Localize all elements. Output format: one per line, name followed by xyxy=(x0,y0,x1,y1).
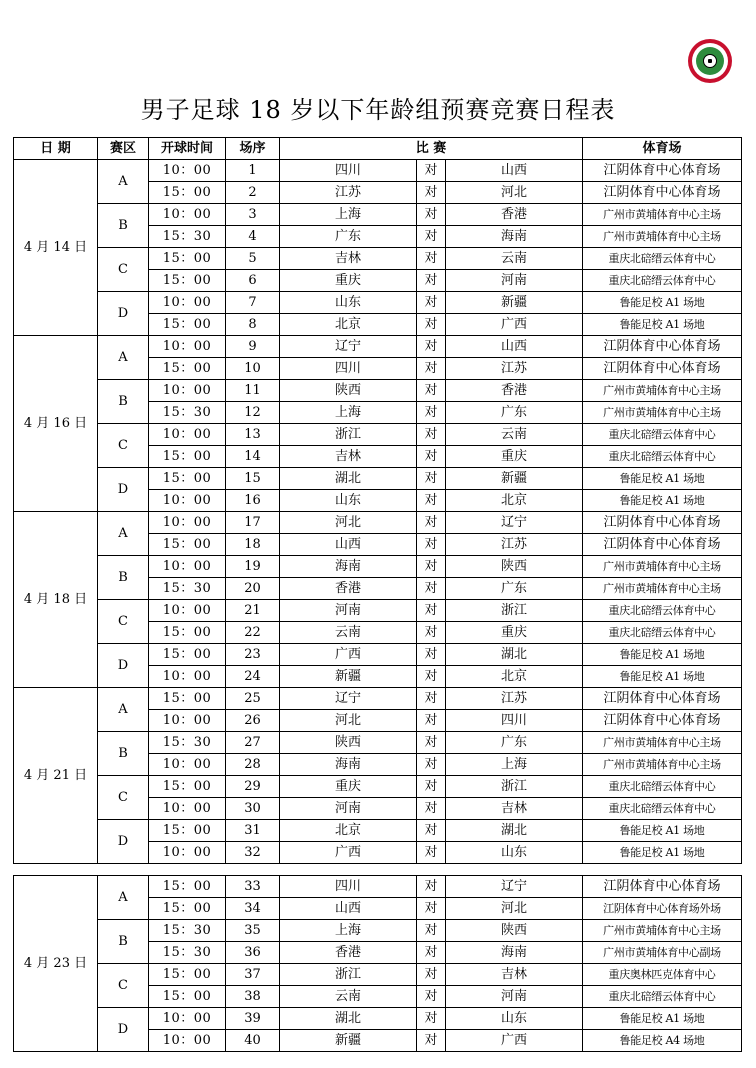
home-team: 广西 xyxy=(280,842,417,864)
venue: 江阴体育中心体育场 xyxy=(583,336,742,358)
away-team: 广东 xyxy=(446,402,583,424)
away-team: 吉林 xyxy=(446,798,583,820)
venue: 重庆北碚缙云体育中心 xyxy=(583,622,742,644)
venue: 重庆北碚缙云体育中心 xyxy=(583,270,742,292)
kickoff-time: 10：00 xyxy=(149,490,226,512)
zone-cell: D xyxy=(98,468,149,512)
zone-cell: D xyxy=(98,1008,149,1052)
venue: 江阴体育中心体育场 xyxy=(583,534,742,556)
kickoff-time: 15：00 xyxy=(149,820,226,842)
kickoff-time: 15：30 xyxy=(149,942,226,964)
vs-label: 对 xyxy=(417,920,446,942)
kickoff-time: 15：00 xyxy=(149,314,226,336)
zone-cell: A xyxy=(98,876,149,920)
match-number: 2 xyxy=(226,182,280,204)
match-number: 20 xyxy=(226,578,280,600)
match-row xyxy=(14,920,742,942)
away-team: 重庆 xyxy=(446,446,583,468)
zone-cell: D xyxy=(98,644,149,688)
vs-label: 对 xyxy=(417,556,446,578)
home-team: 重庆 xyxy=(280,776,417,798)
home-team: 四川 xyxy=(280,358,417,380)
home-team: 上海 xyxy=(280,204,417,226)
kickoff-time: 15：00 xyxy=(149,248,226,270)
away-team: 新疆 xyxy=(446,468,583,490)
match-number: 33 xyxy=(226,876,280,898)
vs-label: 对 xyxy=(417,820,446,842)
header-row xyxy=(14,138,742,160)
away-team: 云南 xyxy=(446,248,583,270)
home-team: 北京 xyxy=(280,820,417,842)
vs-label: 对 xyxy=(417,578,446,600)
away-team: 浙江 xyxy=(446,776,583,798)
vs-label: 对 xyxy=(417,842,446,864)
home-team: 云南 xyxy=(280,622,417,644)
kickoff-time: 15：30 xyxy=(149,578,226,600)
venue: 鲁能足校 A1 场地 xyxy=(583,644,742,666)
kickoff-time: 15：00 xyxy=(149,468,226,490)
match-row xyxy=(14,424,742,446)
match-row xyxy=(14,820,742,842)
match-row xyxy=(14,512,742,534)
away-team: 海南 xyxy=(446,942,583,964)
vs-label: 对 xyxy=(417,986,446,1008)
home-team: 陕西 xyxy=(280,732,417,754)
match-number: 3 xyxy=(226,204,280,226)
vs-label: 对 xyxy=(417,622,446,644)
match-number: 26 xyxy=(226,710,280,732)
vs-label: 对 xyxy=(417,1008,446,1030)
venue: 鲁能足校 A1 场地 xyxy=(583,820,742,842)
venue: 江阴体育中心体育场 xyxy=(583,512,742,534)
match-row xyxy=(14,556,742,578)
vs-label: 对 xyxy=(417,1030,446,1052)
vs-label: 对 xyxy=(417,534,446,556)
date-cell: 4 月 23 日 xyxy=(14,876,98,1052)
match-number: 1 xyxy=(226,160,280,182)
zone-cell: C xyxy=(98,248,149,292)
match-number: 17 xyxy=(226,512,280,534)
away-team: 河南 xyxy=(446,270,583,292)
zone-cell: A xyxy=(98,688,149,732)
home-team: 河北 xyxy=(280,710,417,732)
match-number: 32 xyxy=(226,842,280,864)
venue: 江阴体育中心体育场 xyxy=(583,710,742,732)
football-icon xyxy=(703,54,717,68)
date-cell: 4 月 16 日 xyxy=(14,336,98,512)
association-logo xyxy=(688,39,732,83)
vs-label: 对 xyxy=(417,798,446,820)
home-team: 浙江 xyxy=(280,964,417,986)
away-team: 云南 xyxy=(446,424,583,446)
away-team: 江苏 xyxy=(446,534,583,556)
match-number: 36 xyxy=(226,942,280,964)
match-number: 25 xyxy=(226,688,280,710)
away-team: 辽宁 xyxy=(446,512,583,534)
match-number: 39 xyxy=(226,1008,280,1030)
away-team: 辽宁 xyxy=(446,876,583,898)
away-team: 山东 xyxy=(446,1008,583,1030)
header-match: 比 赛 xyxy=(280,138,583,160)
kickoff-time: 15：00 xyxy=(149,876,226,898)
match-number: 4 xyxy=(226,226,280,248)
away-team: 重庆 xyxy=(446,622,583,644)
match-number: 29 xyxy=(226,776,280,798)
match-row xyxy=(14,600,742,622)
kickoff-time: 15：00 xyxy=(149,644,226,666)
venue: 重庆北碚缙云体育中心 xyxy=(583,600,742,622)
home-team: 浙江 xyxy=(280,424,417,446)
zone-cell: C xyxy=(98,964,149,1008)
match-number: 13 xyxy=(226,424,280,446)
away-team: 北京 xyxy=(446,490,583,512)
zone-cell: B xyxy=(98,380,149,424)
home-team: 云南 xyxy=(280,986,417,1008)
kickoff-time: 10：00 xyxy=(149,842,226,864)
home-team: 上海 xyxy=(280,920,417,942)
home-team: 海南 xyxy=(280,754,417,776)
kickoff-time: 15：00 xyxy=(149,688,226,710)
home-team: 四川 xyxy=(280,876,417,898)
vs-label: 对 xyxy=(417,226,446,248)
match-row xyxy=(14,964,742,986)
away-team: 河北 xyxy=(446,898,583,920)
zone-cell: D xyxy=(98,292,149,336)
kickoff-time: 10：00 xyxy=(149,336,226,358)
venue: 江阴体育中心体育场 xyxy=(583,876,742,898)
zone-cell: D xyxy=(98,820,149,864)
header-date: 日 期 xyxy=(14,138,98,160)
venue: 鲁能足校 A1 场地 xyxy=(583,490,742,512)
match-number: 10 xyxy=(226,358,280,380)
away-team: 江苏 xyxy=(446,688,583,710)
kickoff-time: 10：00 xyxy=(149,204,226,226)
away-team: 陕西 xyxy=(446,920,583,942)
home-team: 湖北 xyxy=(280,468,417,490)
kickoff-time: 10：00 xyxy=(149,754,226,776)
schedule-table-final-day xyxy=(13,875,742,1052)
vs-label: 对 xyxy=(417,942,446,964)
kickoff-time: 15：30 xyxy=(149,920,226,942)
match-row xyxy=(14,468,742,490)
match-row xyxy=(14,876,742,898)
match-number: 8 xyxy=(226,314,280,336)
home-team: 辽宁 xyxy=(280,336,417,358)
venue: 重庆北碚缙云体育中心 xyxy=(583,446,742,468)
away-team: 广西 xyxy=(446,314,583,336)
match-number: 37 xyxy=(226,964,280,986)
match-number: 23 xyxy=(226,644,280,666)
away-team: 湖北 xyxy=(446,820,583,842)
vs-label: 对 xyxy=(417,358,446,380)
kickoff-time: 15：00 xyxy=(149,446,226,468)
match-number: 21 xyxy=(226,600,280,622)
venue: 鲁能足校 A1 场地 xyxy=(583,1008,742,1030)
away-team: 上海 xyxy=(446,754,583,776)
away-team: 江苏 xyxy=(446,358,583,380)
vs-label: 对 xyxy=(417,248,446,270)
home-team: 山东 xyxy=(280,490,417,512)
away-team: 山东 xyxy=(446,842,583,864)
away-team: 海南 xyxy=(446,226,583,248)
vs-label: 对 xyxy=(417,776,446,798)
kickoff-time: 10：00 xyxy=(149,292,226,314)
venue: 重庆北碚缙云体育中心 xyxy=(583,798,742,820)
home-team: 山西 xyxy=(280,898,417,920)
home-team: 吉林 xyxy=(280,248,417,270)
venue: 重庆北碚缙云体育中心 xyxy=(583,986,742,1008)
vs-label: 对 xyxy=(417,314,446,336)
kickoff-time: 10：00 xyxy=(149,710,226,732)
zone-cell: C xyxy=(98,776,149,820)
home-team: 上海 xyxy=(280,402,417,424)
match-row xyxy=(14,380,742,402)
vs-label: 对 xyxy=(417,490,446,512)
match-number: 14 xyxy=(226,446,280,468)
match-number: 7 xyxy=(226,292,280,314)
kickoff-time: 10：00 xyxy=(149,600,226,622)
match-row xyxy=(14,292,742,314)
zone-cell: B xyxy=(98,556,149,600)
match-number: 11 xyxy=(226,380,280,402)
venue: 江阴体育中心体育场 xyxy=(583,688,742,710)
kickoff-time: 10：00 xyxy=(149,160,226,182)
home-team: 海南 xyxy=(280,556,417,578)
away-team: 北京 xyxy=(446,666,583,688)
zone-cell: A xyxy=(98,512,149,556)
venue: 鲁能足校 A1 场地 xyxy=(583,666,742,688)
kickoff-time: 15：00 xyxy=(149,270,226,292)
away-team: 广东 xyxy=(446,732,583,754)
venue: 广州市黄埔体育中心主场 xyxy=(583,732,742,754)
home-team: 广西 xyxy=(280,644,417,666)
home-team: 山东 xyxy=(280,292,417,314)
kickoff-time: 15：00 xyxy=(149,964,226,986)
match-number: 18 xyxy=(226,534,280,556)
venue: 鲁能足校 A4 场地 xyxy=(583,1030,742,1052)
date-cell: 4 月 18 日 xyxy=(14,512,98,688)
away-team: 陕西 xyxy=(446,556,583,578)
away-team: 吉林 xyxy=(446,964,583,986)
away-team: 四川 xyxy=(446,710,583,732)
home-team: 陕西 xyxy=(280,380,417,402)
match-number: 31 xyxy=(226,820,280,842)
home-team: 吉林 xyxy=(280,446,417,468)
kickoff-time: 10：00 xyxy=(149,666,226,688)
match-row xyxy=(14,1008,742,1030)
match-row xyxy=(14,776,742,798)
home-team: 北京 xyxy=(280,314,417,336)
away-team: 香港 xyxy=(446,380,583,402)
match-number: 28 xyxy=(226,754,280,776)
kickoff-time: 15：00 xyxy=(149,622,226,644)
kickoff-time: 10：00 xyxy=(149,798,226,820)
match-number: 9 xyxy=(226,336,280,358)
venue: 鲁能足校 A1 场地 xyxy=(583,468,742,490)
vs-label: 对 xyxy=(417,468,446,490)
zone-cell: B xyxy=(98,732,149,776)
away-team: 香港 xyxy=(446,204,583,226)
kickoff-time: 15：00 xyxy=(149,182,226,204)
zone-cell: A xyxy=(98,160,149,204)
vs-label: 对 xyxy=(417,600,446,622)
zone-cell: C xyxy=(98,600,149,644)
kickoff-time: 10：00 xyxy=(149,556,226,578)
vs-label: 对 xyxy=(417,402,446,424)
kickoff-time: 15：30 xyxy=(149,226,226,248)
kickoff-time: 10：00 xyxy=(149,424,226,446)
kickoff-time: 10：00 xyxy=(149,1008,226,1030)
kickoff-time: 10：00 xyxy=(149,1030,226,1052)
header-zone: 赛区 xyxy=(98,138,149,160)
kickoff-time: 15：30 xyxy=(149,732,226,754)
kickoff-time: 10：00 xyxy=(149,380,226,402)
schedule-table-main xyxy=(13,137,742,864)
home-team: 湖北 xyxy=(280,1008,417,1030)
away-team: 广东 xyxy=(446,578,583,600)
away-team: 河北 xyxy=(446,182,583,204)
match-row xyxy=(14,732,742,754)
home-team: 新疆 xyxy=(280,1030,417,1052)
venue: 广州市黄埔体育中心主场 xyxy=(583,578,742,600)
venue: 广州市黄埔体育中心主场 xyxy=(583,204,742,226)
kickoff-time: 15：00 xyxy=(149,776,226,798)
venue: 江阴体育中心体育场 xyxy=(583,182,742,204)
header-venue: 体育场 xyxy=(583,138,742,160)
kickoff-time: 15：00 xyxy=(149,534,226,556)
vs-label: 对 xyxy=(417,512,446,534)
vs-label: 对 xyxy=(417,380,446,402)
zone-cell: B xyxy=(98,920,149,964)
match-row xyxy=(14,248,742,270)
vs-label: 对 xyxy=(417,292,446,314)
venue: 广州市黄埔体育中心主场 xyxy=(583,920,742,942)
venue: 江阴体育中心体育场外场 xyxy=(583,898,742,920)
vs-label: 对 xyxy=(417,710,446,732)
venue: 重庆北碚缙云体育中心 xyxy=(583,248,742,270)
home-team: 新疆 xyxy=(280,666,417,688)
home-team: 河南 xyxy=(280,600,417,622)
venue: 广州市黄埔体育中心主场 xyxy=(583,402,742,424)
match-number: 5 xyxy=(226,248,280,270)
date-cell: 4 月 14 日 xyxy=(14,160,98,336)
home-team: 河北 xyxy=(280,512,417,534)
venue: 重庆北碚缙云体育中心 xyxy=(583,776,742,798)
vs-label: 对 xyxy=(417,182,446,204)
zone-cell: B xyxy=(98,204,149,248)
away-team: 新疆 xyxy=(446,292,583,314)
venue: 广州市黄埔体育中心主场 xyxy=(583,754,742,776)
kickoff-time: 15：00 xyxy=(149,898,226,920)
home-team: 山西 xyxy=(280,534,417,556)
kickoff-time: 10：00 xyxy=(149,512,226,534)
kickoff-time: 15：30 xyxy=(149,402,226,424)
home-team: 重庆 xyxy=(280,270,417,292)
home-team: 香港 xyxy=(280,942,417,964)
away-team: 广西 xyxy=(446,1030,583,1052)
match-number: 6 xyxy=(226,270,280,292)
vs-label: 对 xyxy=(417,270,446,292)
match-number: 19 xyxy=(226,556,280,578)
match-row xyxy=(14,644,742,666)
match-number: 35 xyxy=(226,920,280,942)
venue: 重庆北碚缙云体育中心 xyxy=(583,424,742,446)
venue: 重庆奥林匹克体育中心 xyxy=(583,964,742,986)
vs-label: 对 xyxy=(417,446,446,468)
match-number: 12 xyxy=(226,402,280,424)
venue: 广州市黄埔体育中心副场 xyxy=(583,942,742,964)
venue: 江阴体育中心体育场 xyxy=(583,160,742,182)
home-team: 江苏 xyxy=(280,182,417,204)
vs-label: 对 xyxy=(417,688,446,710)
venue: 广州市黄埔体育中心主场 xyxy=(583,380,742,402)
vs-label: 对 xyxy=(417,876,446,898)
venue: 广州市黄埔体育中心主场 xyxy=(583,556,742,578)
match-row xyxy=(14,160,742,182)
venue: 鲁能足校 A1 场地 xyxy=(583,314,742,336)
match-number: 34 xyxy=(226,898,280,920)
vs-label: 对 xyxy=(417,754,446,776)
venue: 广州市黄埔体育中心主场 xyxy=(583,226,742,248)
venue: 江阴体育中心体育场 xyxy=(583,358,742,380)
match-number: 15 xyxy=(226,468,280,490)
vs-label: 对 xyxy=(417,732,446,754)
away-team: 山西 xyxy=(446,336,583,358)
vs-label: 对 xyxy=(417,160,446,182)
away-team: 山西 xyxy=(446,160,583,182)
match-row xyxy=(14,336,742,358)
venue: 鲁能足校 A1 场地 xyxy=(583,842,742,864)
match-row xyxy=(14,688,742,710)
home-team: 广东 xyxy=(280,226,417,248)
header-kickoff: 开球时间 xyxy=(149,138,226,160)
match-number: 16 xyxy=(226,490,280,512)
zone-cell: C xyxy=(98,424,149,468)
vs-label: 对 xyxy=(417,666,446,688)
home-team: 四川 xyxy=(280,160,417,182)
vs-label: 对 xyxy=(417,898,446,920)
away-team: 湖北 xyxy=(446,644,583,666)
kickoff-time: 15：00 xyxy=(149,986,226,1008)
match-number: 27 xyxy=(226,732,280,754)
venue: 鲁能足校 A1 场地 xyxy=(583,292,742,314)
home-team: 辽宁 xyxy=(280,688,417,710)
home-team: 香港 xyxy=(280,578,417,600)
match-number: 22 xyxy=(226,622,280,644)
vs-label: 对 xyxy=(417,424,446,446)
vs-label: 对 xyxy=(417,336,446,358)
match-number: 30 xyxy=(226,798,280,820)
home-team: 河南 xyxy=(280,798,417,820)
match-row xyxy=(14,204,742,226)
kickoff-time: 15：00 xyxy=(149,358,226,380)
vs-label: 对 xyxy=(417,964,446,986)
zone-cell: A xyxy=(98,336,149,380)
away-team: 浙江 xyxy=(446,600,583,622)
vs-label: 对 xyxy=(417,204,446,226)
date-cell: 4 月 21 日 xyxy=(14,688,98,864)
vs-label: 对 xyxy=(417,644,446,666)
match-number: 40 xyxy=(226,1030,280,1052)
page-title: 男子足球 18 岁以下年龄组预赛竞赛日程表 xyxy=(140,96,616,124)
away-team: 河南 xyxy=(446,986,583,1008)
match-number: 24 xyxy=(226,666,280,688)
header-match-no: 场序 xyxy=(226,138,280,160)
match-number: 38 xyxy=(226,986,280,1008)
